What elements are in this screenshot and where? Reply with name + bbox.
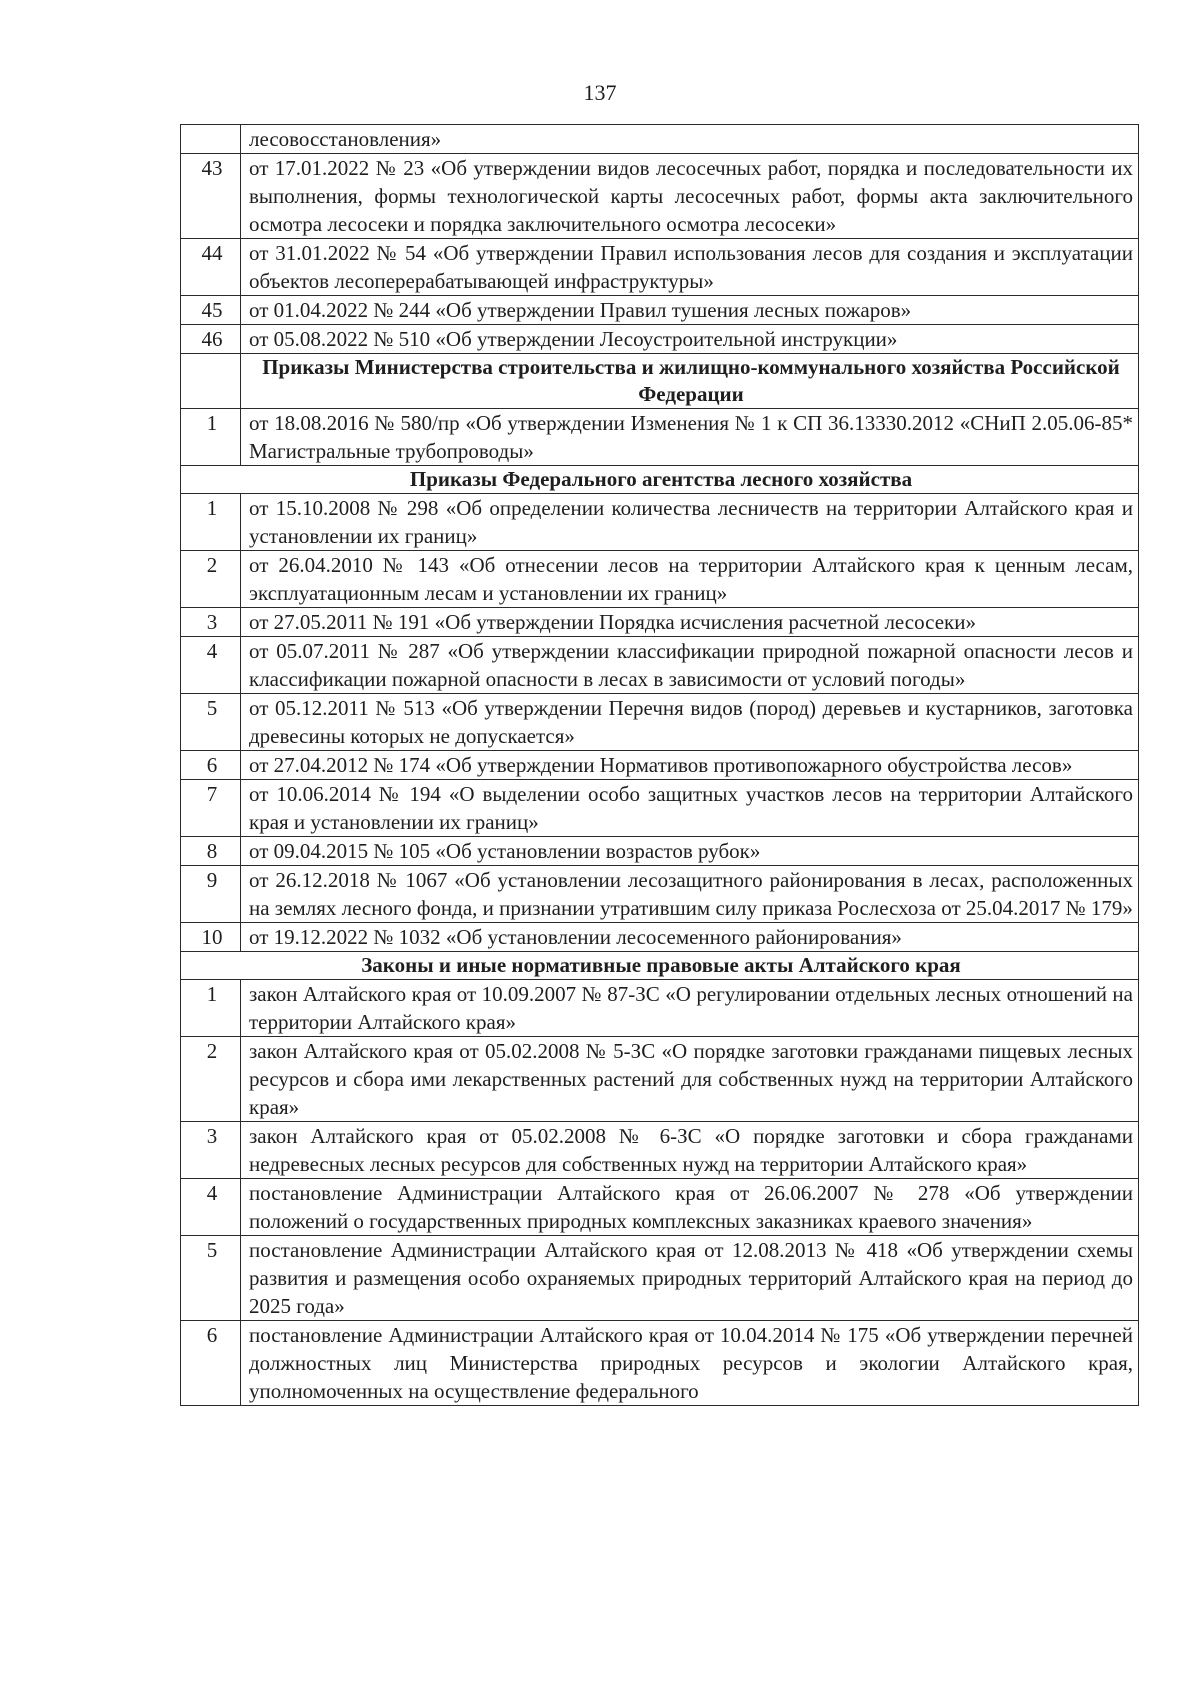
row-number: 3 [181,608,241,637]
row-text: от 18.08.2016 № 580/пр «Об утверждении Изменения № 1 к СП 36.13330.2012 «СНиП 2.05.06-85* Магистральные трубопроводы» [241,409,1139,466]
table-row [181,751,1139,780]
table-row [181,296,1139,325]
row-text: от 17.01.2022 № 23 «Об утверждении видов лесосечных работ, порядка и последовательности их выполнения, формы технологической карты лесосечных работ, формы акта заключительного осмотра лесосеки и порядка заключительного осмотра лесосеки» [241,154,1139,239]
row-number: 9 [181,866,241,923]
altai-rows [181,980,1139,1406]
row-number: 45 [181,296,241,325]
row-number: 4 [181,1179,241,1236]
row-text: от 26.04.2010 № 143 «Об отнесении лесов на территории Алтайского края к ценным лесам, эксплуатационным лесам и установлении их границ» [241,551,1139,608]
row-text: от 15.10.2008 № 298 «Об определении количества лесничеств на территории Алтайского края и установлении их границ» [241,494,1139,551]
row-text: от 26.12.2018 № 1067 «Об установлении лесозащитного районирования в лесах, расположенных на землях лесного фонда, и признании утратившим силу приказа Рослесхоза от 25.04.2017 № 179» [241,866,1139,923]
table-row [181,154,1139,239]
row-text: закон Алтайского края от 05.02.2008 № 6-ЗС «О порядке заготовки и сбора гражданами недревесных лесных ресурсов для собственных нужд на территории Алтайского края» [241,1122,1139,1179]
row-number: 46 [181,325,241,354]
table-row [181,980,1139,1037]
row-number: 44 [181,239,241,296]
page-number: 137 [583,80,617,105]
row-number: 1 [181,980,241,1037]
row-number: 1 [181,409,241,466]
row-text: от 19.12.2022 № 1032 «Об установлении лесосеменного районирования» [241,923,1139,952]
row-number [181,125,241,154]
row-text: постановление Администрации Алтайского края от 10.04.2014 № 175 «Об утверждении перечней должностных лиц Министерства природных ресурсов и экологии Алтайского края, уполномоченных на осуществление федерального [241,1321,1139,1406]
row-number: 10 [181,923,241,952]
row-number: 5 [181,1236,241,1321]
table-row [181,1321,1139,1406]
section-title: Приказы Федерального агентства лесного хозяйства [181,466,1139,494]
row-text: от 27.05.2011 № 191 «Об утверждении Порядка исчисления расчетной лесосеки» [241,608,1139,637]
row-number: 43 [181,154,241,239]
row-number: 6 [181,1321,241,1406]
row-text: от 09.04.2015 № 105 «Об установлении возрастов рубок» [241,837,1139,866]
row-text: от 31.01.2022 № 54 «Об утверждении Правил использования лесов для создания и эксплуатации объектов лесоперерабатывающей инфраструктуры» [241,239,1139,296]
row-number: 3 [181,1122,241,1179]
row-number: 1 [181,494,241,551]
legal-acts-table [180,124,1139,1406]
table-row [181,637,1139,694]
table-row [181,551,1139,608]
section-number-cell [181,354,241,409]
table-row [181,694,1139,751]
table-row [181,325,1139,354]
row-text: от 10.06.2014 № 194 «О выделении особо защитных участков лесов на территории Алтайского края и установлении их границ» [241,780,1139,837]
table-row [181,409,1139,466]
row-text: закон Алтайского края от 10.09.2007 № 87-ЗС «О регулировании отдельных лесных отношений на территории Алтайского края» [241,980,1139,1037]
table-row [181,1122,1139,1179]
table-row [181,1236,1139,1321]
table-row [181,494,1139,551]
row-number: 8 [181,837,241,866]
row-text: от 01.04.2022 № 244 «Об утверждении Правил тушения лесных пожаров» [241,296,1139,325]
table-row [181,608,1139,637]
section-title: Приказы Министерства строительства и жилищно-коммунального хозяйства Российской Федерации [241,354,1139,409]
row-text: постановление Администрации Алтайского края от 12.08.2013 № 418 «Об утверждении схемы развития и размещения особо охраняемых природных территорий Алтайского края на период до 2025 года» [241,1236,1139,1321]
row-number: 5 [181,694,241,751]
row-text: лесовосстановления» [241,125,1139,154]
row-text: от 05.12.2011 № 513 «Об утверждении Перечня видов (пород) деревьев и кустарников, заготовка древесины которых не допускается» [241,694,1139,751]
row-text: от 27.04.2012 № 174 «Об утверждении Нормативов противопожарного обустройства лесов» [241,751,1139,780]
table-row [181,239,1139,296]
continuation-row [181,125,1139,154]
table-row [181,866,1139,923]
row-number: 2 [181,551,241,608]
row-number: 4 [181,637,241,694]
row-text: постановление Администрации Алтайского края от 26.06.2007 № 278 «Об утверждении положений о государственных природных комплексных заказниках краевого значения» [241,1179,1139,1236]
construction-rows [181,409,1139,466]
row-text: от 05.07.2011 № 287 «Об утверждении классификации природной пожарной опасности лесов и классификации пожарной опасности в лесах в зависимости от условий погоды» [241,637,1139,694]
row-number: 2 [181,1037,241,1122]
row-number: 6 [181,751,241,780]
table-row [181,837,1139,866]
forestry-rows [181,494,1139,952]
section-header-row [181,952,1139,980]
table-row [181,923,1139,952]
table-row [181,1037,1139,1122]
table-row [181,780,1139,837]
row-text: закон Алтайского края от 05.02.2008 № 5-ЗС «О порядке заготовки гражданами пищевых лесных ресурсов и сбора ими лекарственных растений для собственных нужд на территории Алтайского края» [241,1037,1139,1122]
section-header-row [181,354,1139,409]
row-number: 7 [181,780,241,837]
table-row [181,1179,1139,1236]
row-text: от 05.08.2022 № 510 «Об утверждении Лесоустроительной инструкции» [241,325,1139,354]
ministry-rows [181,154,1139,354]
section-title: Законы и иные нормативные правовые акты Алтайского края [181,952,1139,980]
section-header-row [181,466,1139,494]
